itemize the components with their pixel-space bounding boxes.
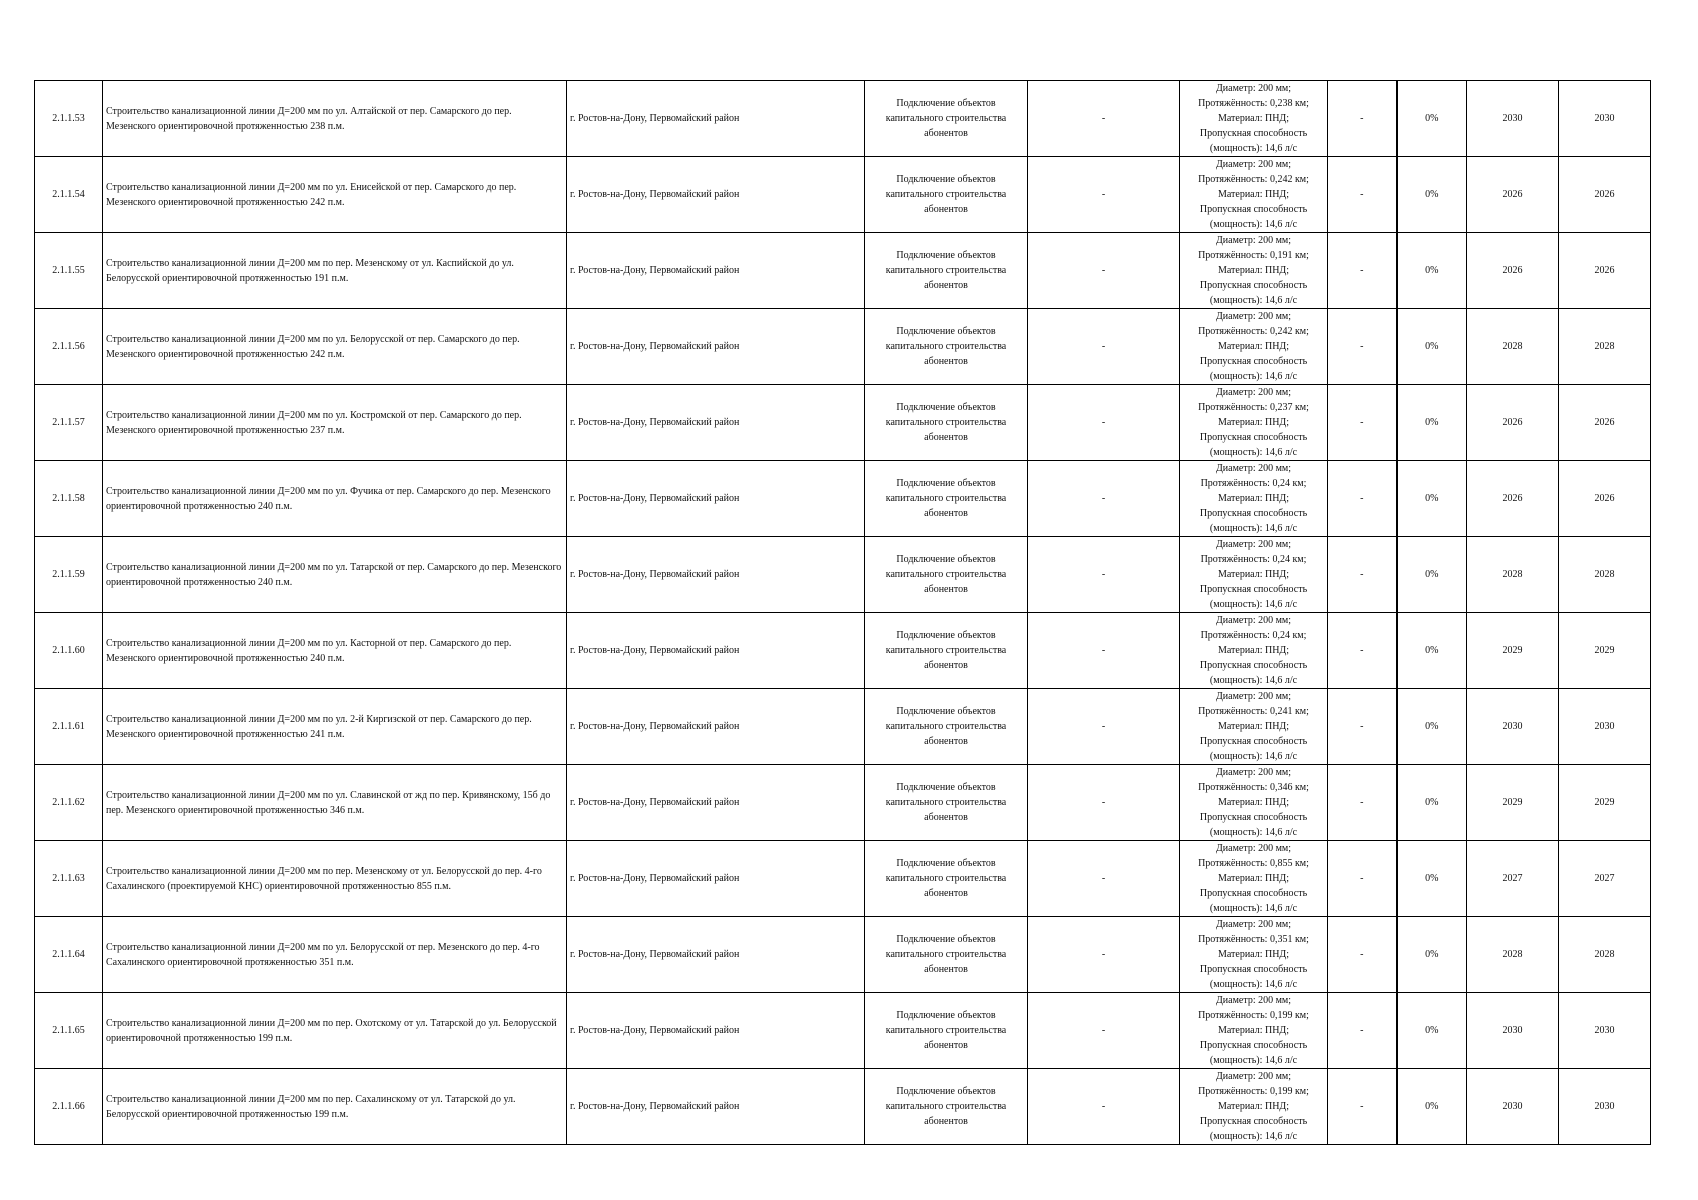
characteristic-line: (мощность): 14,6 л/с <box>1209 1055 1298 1066</box>
completion-percent-cell: 0% <box>1397 765 1467 841</box>
start-year-cell: 2026 <box>1467 157 1559 233</box>
characteristic-line: Диаметр: 200 мм; <box>1215 843 1292 854</box>
project-name-cell: Строительство канализационной линии Д=200 мм по ул. Белорусской от пер. Мезенского до пер. 4-го Сахалинского ориентировочной протяженностью 351 п.м. <box>103 917 567 993</box>
row-number-cell: 2.1.1.55 <box>35 233 103 309</box>
end-year-cell: 2030 <box>1559 993 1651 1069</box>
characteristic-line: Протяжённость: 0,24 км; <box>1200 630 1307 641</box>
characteristic-line: Протяжённость: 0,238 км; <box>1198 98 1309 109</box>
location-cell: г. Ростов-на-Дону, Первомайский район <box>567 385 865 461</box>
empty-value-cell: - <box>1328 309 1397 385</box>
characteristic-line: Протяжённость: 0,242 км; <box>1198 326 1309 337</box>
end-year-cell: 2030 <box>1559 1069 1651 1145</box>
characteristic-line: (мощность): 14,6 л/с <box>1209 219 1298 230</box>
characteristic-line: Диаметр: 200 мм; <box>1215 83 1292 94</box>
table-row <box>35 613 1651 689</box>
characteristic-line: (мощность): 14,6 л/с <box>1209 371 1298 382</box>
characteristic-line: Материал: ПНД; <box>1217 113 1290 124</box>
characteristic-line: Диаметр: 200 мм; <box>1215 767 1292 778</box>
end-year-cell: 2028 <box>1559 309 1651 385</box>
row-number-cell: 2.1.1.59 <box>35 537 103 613</box>
project-name-cell: Строительство канализационной линии Д=200 мм по ул. Алтайской от пер. Самарского до пер. Мезенского ориентировочной протяженностью 238 п.м. <box>103 81 567 157</box>
technical-parameters-cell: - <box>1028 841 1180 917</box>
end-year-cell: 2026 <box>1559 385 1651 461</box>
characteristics-cell <box>1180 841 1328 917</box>
characteristic-line: (мощность): 14,6 л/с <box>1209 447 1298 458</box>
empty-value-cell: - <box>1328 917 1397 993</box>
project-name-cell: Строительство канализационной линии Д=200 мм по ул. Белорусской от пер. Самарского до пер. Мезенского ориентировочной протяженностью 242 п.м. <box>103 309 567 385</box>
table-row <box>35 765 1651 841</box>
completion-percent-cell: 0% <box>1397 613 1467 689</box>
completion-percent-cell: 0% <box>1397 81 1467 157</box>
table-body <box>35 81 1651 1145</box>
start-year-cell: 2028 <box>1467 309 1559 385</box>
completion-percent-cell: 0% <box>1397 841 1467 917</box>
characteristics-cell <box>1180 81 1328 157</box>
row-number-cell: 2.1.1.66 <box>35 1069 103 1145</box>
purpose-cell: Подключение объектов капитального строительства абонентов <box>865 81 1028 157</box>
completion-percent-cell: 0% <box>1397 993 1467 1069</box>
technical-parameters-cell: - <box>1028 233 1180 309</box>
characteristic-line: Протяжённость: 0,237 км; <box>1198 402 1309 413</box>
location-cell: г. Ростов-на-Дону, Первомайский район <box>567 233 865 309</box>
table-row <box>35 689 1651 765</box>
characteristic-line: Материал: ПНД; <box>1217 797 1290 808</box>
characteristic-line: (мощность): 14,6 л/с <box>1209 143 1298 154</box>
row-number-cell: 2.1.1.63 <box>35 841 103 917</box>
characteristics-cell <box>1180 993 1328 1069</box>
table-row <box>35 917 1651 993</box>
empty-value-cell: - <box>1328 841 1397 917</box>
location-cell: г. Ростов-на-Дону, Первомайский район <box>567 81 865 157</box>
project-name-cell: Строительство канализационной линии Д=200 мм по пер. Охотскому от ул. Татарской до ул. Белорусской ориентировочной протяженностью 199 п.м. <box>103 993 567 1069</box>
location-cell: г. Ростов-на-Дону, Первомайский район <box>567 689 865 765</box>
empty-value-cell: - <box>1328 385 1397 461</box>
technical-parameters-cell: - <box>1028 157 1180 233</box>
purpose-cell: Подключение объектов капитального строительства абонентов <box>865 613 1028 689</box>
end-year-cell: 2027 <box>1559 841 1651 917</box>
start-year-cell: 2030 <box>1467 81 1559 157</box>
technical-parameters-cell: - <box>1028 689 1180 765</box>
project-name-cell: Строительство канализационной линии Д=200 мм по ул. Славинской от жд по пер. Кривянскому, 15б до пер. Мезенского ориентировочной протяженностью 346 п.м. <box>103 765 567 841</box>
purpose-cell: Подключение объектов капитального строительства абонентов <box>865 689 1028 765</box>
technical-parameters-cell: - <box>1028 537 1180 613</box>
characteristic-line: Материал: ПНД; <box>1217 417 1290 428</box>
purpose-cell: Подключение объектов капитального строительства абонентов <box>865 537 1028 613</box>
characteristic-line: Протяжённость: 0,241 км; <box>1198 706 1309 717</box>
characteristic-line: Диаметр: 200 мм; <box>1215 387 1292 398</box>
completion-percent-cell: 0% <box>1397 385 1467 461</box>
characteristic-line: Диаметр: 200 мм; <box>1215 995 1292 1006</box>
start-year-cell: 2028 <box>1467 917 1559 993</box>
completion-percent-cell: 0% <box>1397 689 1467 765</box>
characteristic-line: Пропускная способность <box>1199 1116 1308 1127</box>
characteristic-line: Материал: ПНД; <box>1217 493 1290 504</box>
characteristic-line: Протяжённость: 0,346 км; <box>1198 782 1309 793</box>
table-row <box>35 157 1651 233</box>
location-cell: г. Ростов-на-Дону, Первомайский район <box>567 765 865 841</box>
location-cell: г. Ростов-на-Дону, Первомайский район <box>567 157 865 233</box>
characteristic-line: (мощность): 14,6 л/с <box>1209 1131 1298 1142</box>
start-year-cell: 2026 <box>1467 461 1559 537</box>
completion-percent-cell: 0% <box>1397 157 1467 233</box>
project-name-cell: Строительство канализационной линии Д=200 мм по пер. Мезенскому от ул. Каспийской до ул. Белорусской ориентировочной протяженностью 191 п.м. <box>103 233 567 309</box>
end-year-cell: 2026 <box>1559 157 1651 233</box>
table-row <box>35 81 1651 157</box>
characteristic-line: Диаметр: 200 мм; <box>1215 919 1292 930</box>
start-year-cell: 2028 <box>1467 537 1559 613</box>
table-row <box>35 233 1651 309</box>
characteristic-line: Пропускная способность <box>1199 128 1308 139</box>
characteristics-cell <box>1180 613 1328 689</box>
location-cell: г. Ростов-на-Дону, Первомайский район <box>567 461 865 537</box>
start-year-cell: 2026 <box>1467 385 1559 461</box>
characteristic-line: Пропускная способность <box>1199 204 1308 215</box>
characteristic-line: Протяжённость: 0,191 км; <box>1198 250 1309 261</box>
empty-value-cell: - <box>1328 157 1397 233</box>
characteristic-line: (мощность): 14,6 л/с <box>1209 295 1298 306</box>
characteristic-line: Пропускная способность <box>1199 1040 1308 1051</box>
start-year-cell: 2029 <box>1467 765 1559 841</box>
project-name-cell: Строительство канализационной линии Д=200 мм по ул. 2-й Киргизской от пер. Самарского до пер. Мезенского ориентировочной протяженностью 241 п.м. <box>103 689 567 765</box>
characteristic-line: (мощность): 14,6 л/с <box>1209 675 1298 686</box>
characteristic-line: Пропускная способность <box>1199 356 1308 367</box>
characteristics-cell <box>1180 309 1328 385</box>
characteristic-line: Материал: ПНД; <box>1217 569 1290 580</box>
characteristics-cell <box>1180 917 1328 993</box>
table-row <box>35 841 1651 917</box>
characteristic-line: Материал: ПНД; <box>1217 873 1290 884</box>
purpose-cell: Подключение объектов капитального строительства абонентов <box>865 461 1028 537</box>
start-year-cell: 2030 <box>1467 689 1559 765</box>
characteristic-line: Протяжённость: 0,199 км; <box>1198 1010 1309 1021</box>
purpose-cell: Подключение объектов капитального строительства абонентов <box>865 993 1028 1069</box>
start-year-cell: 2026 <box>1467 233 1559 309</box>
technical-parameters-cell: - <box>1028 309 1180 385</box>
purpose-cell: Подключение объектов капитального строительства абонентов <box>865 765 1028 841</box>
characteristics-cell <box>1180 461 1328 537</box>
characteristic-line: (мощность): 14,6 л/с <box>1209 599 1298 610</box>
empty-value-cell: - <box>1328 233 1397 309</box>
characteristic-line: Диаметр: 200 мм; <box>1215 539 1292 550</box>
characteristic-line: Протяжённость: 0,351 км; <box>1198 934 1309 945</box>
characteristics-cell <box>1180 689 1328 765</box>
characteristic-line: Пропускная способность <box>1199 280 1308 291</box>
start-year-cell: 2030 <box>1467 1069 1559 1145</box>
technical-parameters-cell: - <box>1028 81 1180 157</box>
characteristic-line: Материал: ПНД; <box>1217 265 1290 276</box>
empty-value-cell: - <box>1328 81 1397 157</box>
characteristic-line: Диаметр: 200 мм; <box>1215 159 1292 170</box>
characteristic-line: (мощность): 14,6 л/с <box>1209 979 1298 990</box>
project-name-cell: Строительство канализационной линии Д=200 мм по пер. Мезенскому от ул. Белорусской до пер. 4-го Сахалинского (проектируемой КНС) ориентировочной протяженностью 855 п.м. <box>103 841 567 917</box>
table-row <box>35 1069 1651 1145</box>
characteristic-line: (мощность): 14,6 л/с <box>1209 523 1298 534</box>
end-year-cell: 2026 <box>1559 233 1651 309</box>
characteristic-line: Протяжённость: 0,199 км; <box>1198 1086 1309 1097</box>
investment-program-table <box>34 80 1651 1145</box>
characteristic-line: Диаметр: 200 мм; <box>1215 1071 1292 1082</box>
characteristic-line: Материал: ПНД; <box>1217 189 1290 200</box>
characteristics-cell <box>1180 233 1328 309</box>
characteristic-line: Пропускная способность <box>1199 964 1308 975</box>
row-number-cell: 2.1.1.61 <box>35 689 103 765</box>
row-number-cell: 2.1.1.56 <box>35 309 103 385</box>
characteristic-line: Пропускная способность <box>1199 888 1308 899</box>
characteristics-cell <box>1180 157 1328 233</box>
start-year-cell: 2029 <box>1467 613 1559 689</box>
characteristics-cell <box>1180 1069 1328 1145</box>
table-row <box>35 309 1651 385</box>
empty-value-cell: - <box>1328 461 1397 537</box>
characteristic-line: Материал: ПНД; <box>1217 1101 1290 1112</box>
table-row <box>35 385 1651 461</box>
characteristic-line: Протяжённость: 0,24 км; <box>1200 478 1307 489</box>
table-row <box>35 461 1651 537</box>
end-year-cell: 2029 <box>1559 613 1651 689</box>
characteristic-line: Материал: ПНД; <box>1217 341 1290 352</box>
technical-parameters-cell: - <box>1028 613 1180 689</box>
characteristic-line: Материал: ПНД; <box>1217 645 1290 656</box>
empty-value-cell: - <box>1328 689 1397 765</box>
location-cell: г. Ростов-на-Дону, Первомайский район <box>567 841 865 917</box>
completion-percent-cell: 0% <box>1397 233 1467 309</box>
row-number-cell: 2.1.1.58 <box>35 461 103 537</box>
completion-percent-cell: 0% <box>1397 917 1467 993</box>
empty-value-cell: - <box>1328 537 1397 613</box>
project-name-cell: Строительство канализационной линии Д=200 мм по пер. Сахалинскому от ул. Татарской до ул. Белорусской ориентировочной протяженностью 199 п.м. <box>103 1069 567 1145</box>
technical-parameters-cell: - <box>1028 1069 1180 1145</box>
characteristic-line: Материал: ПНД; <box>1217 949 1290 960</box>
start-year-cell: 2030 <box>1467 993 1559 1069</box>
row-number-cell: 2.1.1.54 <box>35 157 103 233</box>
project-name-cell: Строительство канализационной линии Д=200 мм по ул. Фучика от пер. Самарского до пер. Мезенского ориентировочной протяженностью 240 п.м. <box>103 461 567 537</box>
completion-percent-cell: 0% <box>1397 461 1467 537</box>
characteristics-cell <box>1180 765 1328 841</box>
characteristic-line: Материал: ПНД; <box>1217 721 1290 732</box>
start-year-cell: 2027 <box>1467 841 1559 917</box>
end-year-cell: 2028 <box>1559 917 1651 993</box>
end-year-cell: 2029 <box>1559 765 1651 841</box>
technical-parameters-cell: - <box>1028 765 1180 841</box>
empty-value-cell: - <box>1328 1069 1397 1145</box>
empty-value-cell: - <box>1328 765 1397 841</box>
characteristic-line: Пропускная способность <box>1199 432 1308 443</box>
characteristic-line: Диаметр: 200 мм; <box>1215 235 1292 246</box>
location-cell: г. Ростов-на-Дону, Первомайский район <box>567 537 865 613</box>
purpose-cell: Подключение объектов капитального строительства абонентов <box>865 157 1028 233</box>
location-cell: г. Ростов-на-Дону, Первомайский район <box>567 917 865 993</box>
purpose-cell: Подключение объектов капитального строительства абонентов <box>865 1069 1028 1145</box>
completion-percent-cell: 0% <box>1397 309 1467 385</box>
characteristic-line: (мощность): 14,6 л/с <box>1209 827 1298 838</box>
row-number-cell: 2.1.1.53 <box>35 81 103 157</box>
purpose-cell: Подключение объектов капитального строительства абонентов <box>865 841 1028 917</box>
location-cell: г. Ростов-на-Дону, Первомайский район <box>567 309 865 385</box>
characteristic-line: (мощность): 14,6 л/с <box>1209 903 1298 914</box>
end-year-cell: 2030 <box>1559 689 1651 765</box>
project-name-cell: Строительство канализационной линии Д=200 мм по ул. Енисейской от пер. Самарского до пер. Мезенского ориентировочной протяженностью 242 п.м. <box>103 157 567 233</box>
end-year-cell: 2030 <box>1559 81 1651 157</box>
empty-value-cell: - <box>1328 613 1397 689</box>
row-number-cell: 2.1.1.60 <box>35 613 103 689</box>
technical-parameters-cell: - <box>1028 917 1180 993</box>
project-name-cell: Строительство канализационной линии Д=200 мм по ул. Татарской от пер. Самарского до пер. Мезенского ориентировочной протяженностью 240 п.м. <box>103 537 567 613</box>
characteristic-line: Пропускная способность <box>1199 660 1308 671</box>
characteristic-line: Протяжённость: 0,242 км; <box>1198 174 1309 185</box>
table-row <box>35 993 1651 1069</box>
purpose-cell: Подключение объектов капитального строительства абонентов <box>865 233 1028 309</box>
characteristic-line: Материал: ПНД; <box>1217 1025 1290 1036</box>
technical-parameters-cell: - <box>1028 385 1180 461</box>
location-cell: г. Ростов-на-Дону, Первомайский район <box>567 613 865 689</box>
end-year-cell: 2028 <box>1559 537 1651 613</box>
characteristic-line: Пропускная способность <box>1199 584 1308 595</box>
location-cell: г. Ростов-на-Дону, Первомайский район <box>567 1069 865 1145</box>
technical-parameters-cell: - <box>1028 461 1180 537</box>
characteristic-line: Диаметр: 200 мм; <box>1215 463 1292 474</box>
location-cell: г. Ростов-на-Дону, Первомайский район <box>567 993 865 1069</box>
characteristics-cell <box>1180 385 1328 461</box>
purpose-cell: Подключение объектов капитального строительства абонентов <box>865 309 1028 385</box>
empty-value-cell: - <box>1328 993 1397 1069</box>
characteristic-line: Диаметр: 200 мм; <box>1215 311 1292 322</box>
characteristic-line: Диаметр: 200 мм; <box>1215 615 1292 626</box>
table-row <box>35 537 1651 613</box>
characteristic-line: Пропускная способность <box>1199 508 1308 519</box>
technical-parameters-cell: - <box>1028 993 1180 1069</box>
completion-percent-cell: 0% <box>1397 1069 1467 1145</box>
purpose-cell: Подключение объектов капитального строительства абонентов <box>865 917 1028 993</box>
characteristic-line: (мощность): 14,6 л/с <box>1209 751 1298 762</box>
end-year-cell: 2026 <box>1559 461 1651 537</box>
row-number-cell: 2.1.1.62 <box>35 765 103 841</box>
row-number-cell: 2.1.1.57 <box>35 385 103 461</box>
characteristics-cell <box>1180 537 1328 613</box>
row-number-cell: 2.1.1.65 <box>35 993 103 1069</box>
characteristic-line: Протяжённость: 0,24 км; <box>1200 554 1307 565</box>
row-number-cell: 2.1.1.64 <box>35 917 103 993</box>
characteristic-line: Пропускная способность <box>1199 736 1308 747</box>
completion-percent-cell: 0% <box>1397 537 1467 613</box>
project-name-cell: Строительство канализационной линии Д=200 мм по ул. Костромской от пер. Самарского до пер. Мезенского ориентировочной протяженностью 237 п.м. <box>103 385 567 461</box>
project-name-cell: Строительство канализационной линии Д=200 мм по ул. Касторной от пер. Самарского до пер. Мезенского ориентировочной протяженностью 240 п.м. <box>103 613 567 689</box>
characteristic-line: Протяжённость: 0,855 км; <box>1198 858 1309 869</box>
characteristic-line: Диаметр: 200 мм; <box>1215 691 1292 702</box>
purpose-cell: Подключение объектов капитального строительства абонентов <box>865 385 1028 461</box>
characteristic-line: Пропускная способность <box>1199 812 1308 823</box>
